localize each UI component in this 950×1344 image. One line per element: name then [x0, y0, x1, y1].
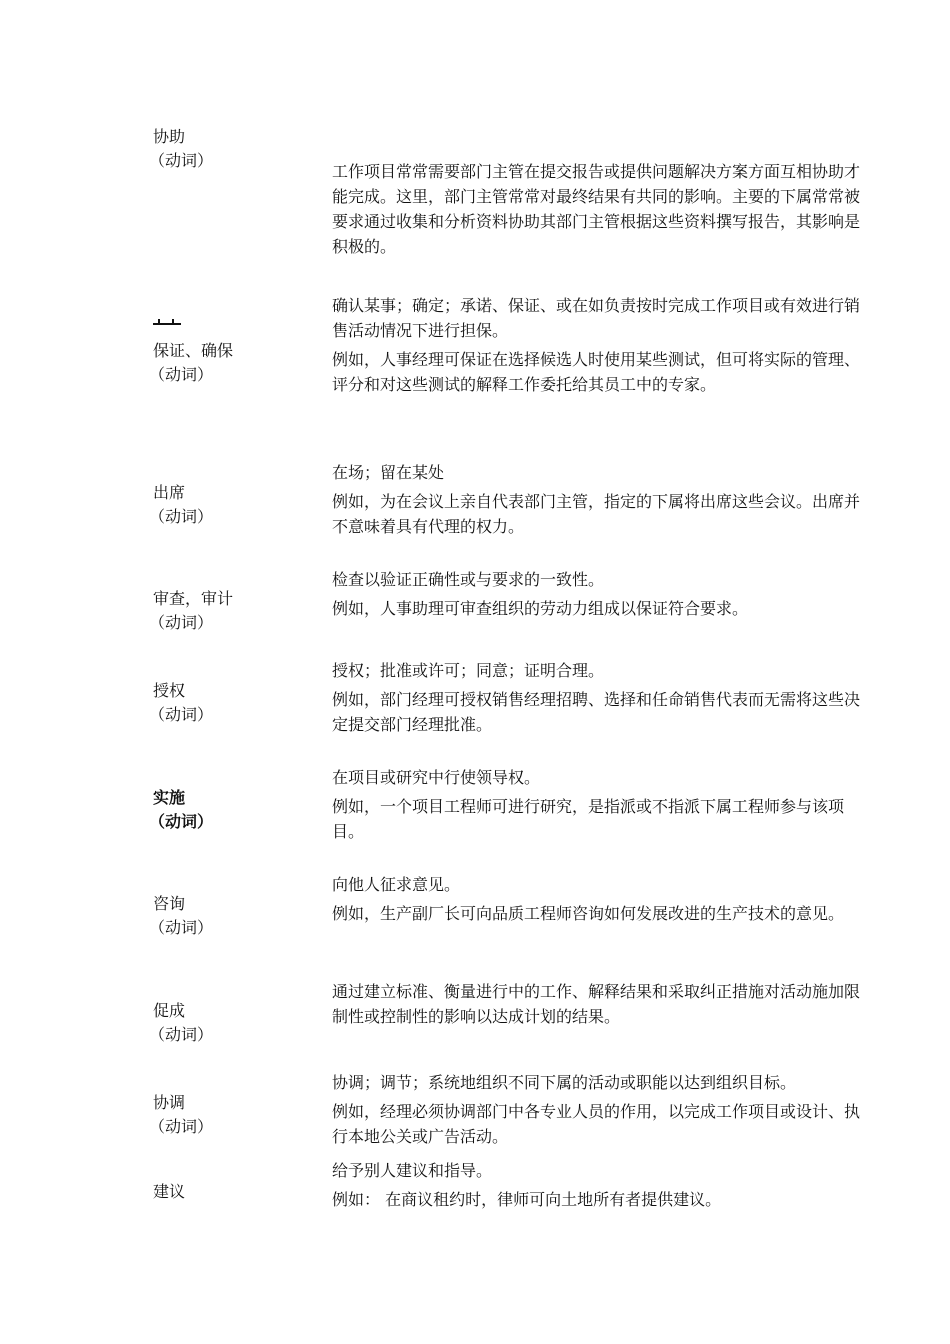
term-pos: （动词）: [149, 613, 214, 632]
term-attend: [149, 481, 313, 529]
definition-example: 例如，生产副厂长可向品质工程师咨询如何发展改进的生产技术的意见。: [332, 904, 845, 923]
definition-example: 例如，为在会议上亲自代表部门主管，指定的下属将出席这些会议。出席并不意味着具有代理的权力。: [332, 492, 861, 536]
definition-text: 向他人征求意见。: [332, 875, 461, 894]
term-pos: （动词）: [149, 151, 214, 170]
term-label: 出席: [153, 483, 186, 502]
term-label: 促成: [153, 1001, 186, 1020]
term-label: 咨询: [153, 894, 186, 913]
definition-consult: [332, 872, 872, 926]
definition-text: 检查以验证正确性或与要求的一致性。: [332, 570, 605, 589]
term-label: 协助: [153, 127, 186, 146]
term-label: 授权: [153, 681, 186, 700]
underline-mark-icon: [153, 316, 181, 326]
term-advise: [153, 1180, 313, 1204]
term-pos: （动词）: [149, 1025, 214, 1044]
term-pos: （动词）: [149, 1117, 214, 1136]
definition-example: 例如，人事助理可审查组织的劳动力组成以保证符合要求。: [332, 599, 749, 618]
term-pos: （动词）: [149, 365, 214, 384]
definition-text: 在项目或研究中行使领导权。: [332, 768, 541, 787]
term-pos: （动词）: [149, 507, 214, 526]
term-pos: （动词）: [149, 918, 214, 937]
definition-example: 例如，经理必须协调部门中各专业人员的作用，以完成工作项目或设计、执行本地公关或广告活动。: [332, 1102, 861, 1146]
term-ensure: [149, 339, 313, 387]
definition-text: 协调；调节；系统地组织不同下属的活动或职能以达到组织目标。: [332, 1073, 797, 1092]
definition-text: 工作项目常常需要部门主管在提交报告或提供问题解决方案方面互相协助才能完成。这里，部门主管常常对最终结果有共同的影响。主要的下属常常被要求通过收集和分析资料协助其部门主管根据这些资料撰写报告，其影响是积极的。: [332, 162, 861, 256]
definition-advise: [332, 1158, 872, 1212]
term-contribute: [149, 999, 313, 1047]
definition-contribute: [332, 979, 872, 1029]
definition-text: 确认某事；确定；承诺、保证、或在如负责按时完成工作项目或有效进行销售活动情况下进行担保。: [332, 296, 861, 340]
term-label: 协调: [153, 1093, 186, 1112]
definition-conduct: [332, 765, 872, 844]
term-assist: [149, 125, 313, 173]
term-pos: （动词）: [149, 812, 214, 831]
definition-text: 给予别人建议和指导。: [332, 1161, 493, 1180]
term-label: 审查，审计: [153, 589, 234, 608]
definition-example: 例如，人事经理可保证在选择候选人时使用某些测试，但可将实际的管理、评分和对这些测试的解释工作委托给其员工中的专家。: [332, 350, 861, 394]
term-label: 建议: [153, 1182, 186, 1201]
definition-audit: [332, 567, 872, 621]
term-pos: （动词）: [149, 705, 214, 724]
term-authorize: [149, 679, 313, 727]
term-audit: [149, 587, 313, 635]
definition-example: 例如，一个项目工程师可进行研究，是指派或不指派下属工程师参与该项目。: [332, 797, 845, 841]
definition-coordinate: [332, 1070, 872, 1149]
definition-authorize: [332, 658, 872, 737]
term-conduct: [149, 786, 313, 834]
definition-ensure: [332, 293, 872, 397]
definition-example: 例如： 在商议租约时，律师可向土地所有者提供建议。: [332, 1190, 722, 1209]
term-consult: [149, 892, 313, 940]
term-label: 实施: [153, 788, 186, 807]
definition-text: 在场；留在某处: [332, 463, 445, 482]
term-coordinate: [149, 1091, 313, 1139]
definition-text: 通过建立标准、衡量进行中的工作、解释结果和采取纠正措施对活动施加限制性或控制性的影响以达成计划的结果。: [332, 982, 861, 1026]
definition-text: 授权；批准或许可；同意；证明合理。: [332, 661, 605, 680]
definition-assist: [332, 159, 872, 259]
definition-example: 例如，部门经理可授权销售经理招聘、选择和任命销售代表而无需将这些决定提交部门经理批准。: [332, 690, 861, 734]
definition-attend: [332, 460, 872, 539]
term-label: 保证、确保: [153, 341, 234, 360]
